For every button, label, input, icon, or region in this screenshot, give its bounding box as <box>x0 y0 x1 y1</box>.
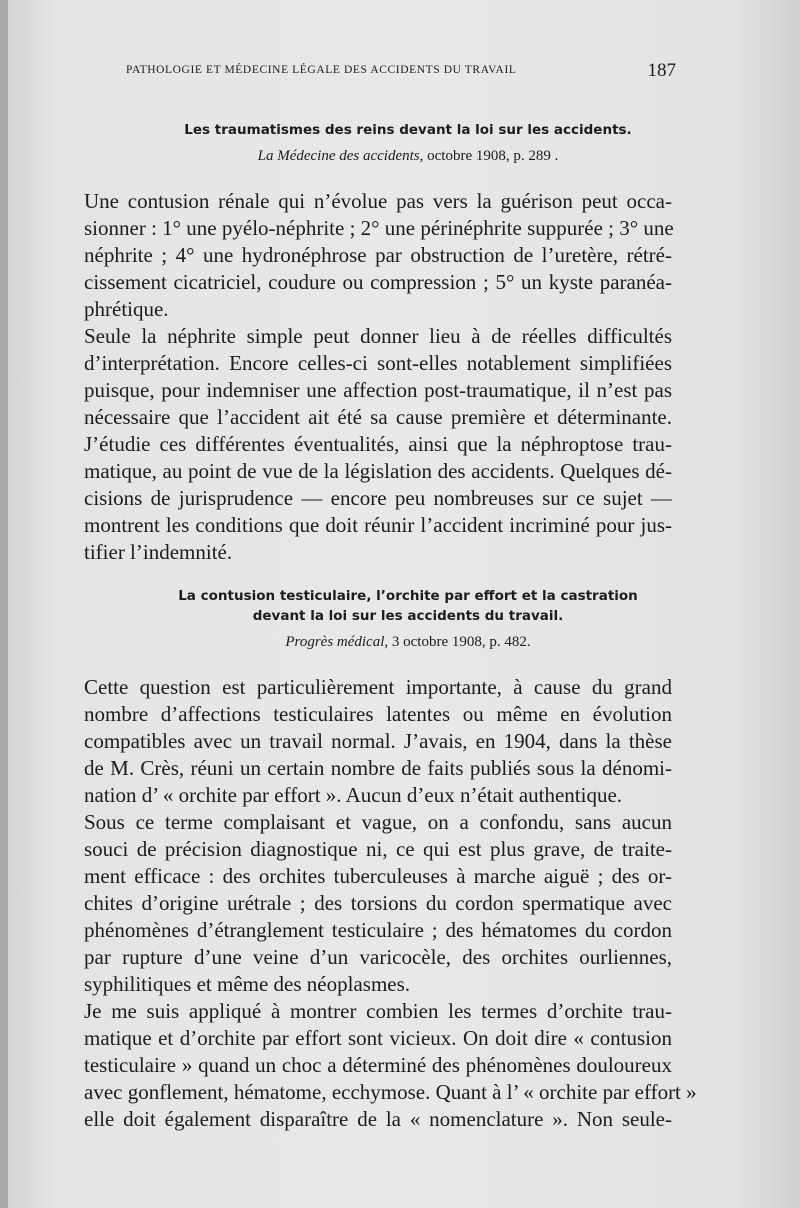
text-line: tifier l’indemnité. <box>84 540 233 564</box>
source-date: octobre 1908, p. 289 . <box>427 148 559 164</box>
text-line: sionner : 1° une pyélo-néphrite ; 2° une périnéphrite suppurée ; 3° une <box>84 216 674 240</box>
text-line: Seule la néphrite simple peut donner lieu à de réelles difficultés <box>84 324 672 348</box>
text-line: nombre d’affections testiculaires latentes ou même en évolution <box>84 702 672 726</box>
running-title: PATHOLOGIE ET MÉDECINE LÉGALE DES ACCIDENTS DU TRAVAIL <box>126 64 517 76</box>
text-line: Cette question est particulièrement importante, à cause du grand <box>84 675 672 699</box>
article-source <box>78 148 738 165</box>
text-line: chites d’origine urétrale ; des torsions du cordon spermatique avec <box>84 891 672 915</box>
text-line: de M. Crès, réuni un certain nombre de faits publiés sous la dénomi- <box>84 756 672 780</box>
page-number: 187 <box>647 60 676 81</box>
article-source <box>78 634 738 651</box>
running-head <box>126 60 676 81</box>
article-title-text: devant la loi sur les accidents du travail. <box>252 608 564 624</box>
article-body <box>84 674 697 1133</box>
text-line: nécessaire que l’accident ait été sa cause première et déterminante. <box>84 405 672 429</box>
text-line: Je me suis appliqué à montrer combien les termes d’orchite trau- <box>84 999 672 1023</box>
source-journal: La Médecine des accidents, <box>257 148 424 164</box>
text-line: Une contusion rénale qui n’évolue pas vers la guérison peut occa- <box>84 189 672 213</box>
text-line: souci de précision diagnostique ni, ce qui est plus grave, de traite- <box>84 837 672 861</box>
text-line: cisions de jurisprudence — encore peu nombreuses sur ce sujet — <box>84 486 672 510</box>
page <box>8 0 800 1208</box>
text-line: matique et d’orchite par effort sont vicieux. On doit dire « contusion <box>84 1026 672 1050</box>
text-line: nation d’ « orchite par effort ». Aucun d’eux n’était authentique. <box>84 783 623 807</box>
article-title <box>78 120 738 140</box>
text-line: elle doit également disparaître de la « nomenclature ». Non seule- <box>84 1107 672 1131</box>
text-line: compatibles avec un travail normal. J’avais, en 1904, dans la thèse <box>84 729 672 753</box>
text-line: phénomènes d’étranglement testiculaire ; des hématomes du cordon <box>84 918 672 942</box>
article-title <box>78 586 738 626</box>
text-line: phrétique. <box>84 297 169 321</box>
text-line: syphilitiques et même des néoplasmes. <box>84 972 411 996</box>
text-line: montrent les conditions que doit réunir l’accident incriminé pour jus- <box>84 513 672 537</box>
text-line: ment efficace : des orchites tuberculeuses à marche aiguë ; des or- <box>84 864 672 888</box>
text-line: d’interprétation. Encore celles-ci sont-elles notablement simplifiées <box>84 351 672 375</box>
source-journal: Progrès médical, <box>285 634 389 650</box>
article-title-text: Les traumatismes des reins devant la loi sur les accidents. <box>184 122 632 138</box>
text-line: cissement cicatriciel, coudure ou compression ; 5° un kyste paranéa- <box>84 270 672 294</box>
text-line: testiculaire » quand un choc a déterminé des phénomènes douloureux <box>84 1053 672 1077</box>
text-line: matique, au point de vue de la législation des accidents. Quelques dé- <box>84 459 672 483</box>
article-title-text: La contusion testiculaire, l’orchite par effort et la castration <box>178 588 638 604</box>
source-date: 3 octobre 1908, p. 482. <box>391 634 531 650</box>
text-line: J’étudie ces différentes éventualités, ainsi que la néphroptose trau- <box>84 432 672 456</box>
text-line: Sous ce terme complaisant et vague, on a confondu, sans aucun <box>84 810 672 834</box>
article-body <box>84 188 672 566</box>
text-line: avec gonflement, hématome, ecchymose. Quant à l’ « orchite par effort » <box>84 1080 697 1104</box>
text-line: puisque, pour indemniser une affection post-traumatique, il n’est pas <box>84 378 672 402</box>
text-line: par rupture d’une veine d’un varicocèle, des orchites ourliennes, <box>84 945 672 969</box>
text-line: néphrite ; 4° une hydronéphrose par obstruction de l’uretère, rétré- <box>84 243 672 267</box>
